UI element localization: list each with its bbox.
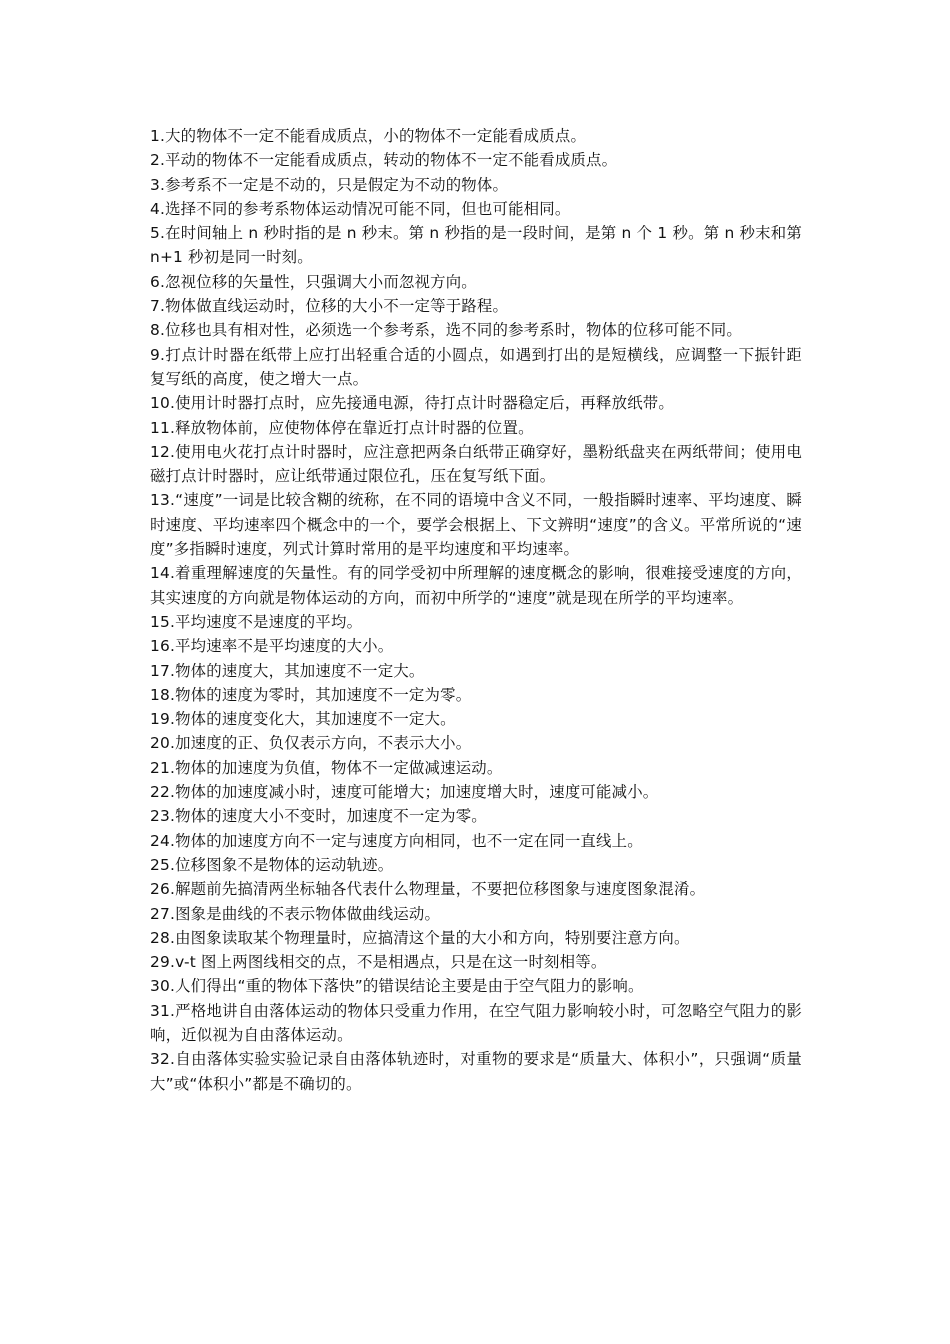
list-item: 18.物体的速度为零时，其加速度不一定为零。	[150, 685, 472, 704]
list-item: 6.忽视位移的矢量性，只强调大小而忽视方向。	[150, 272, 477, 291]
list-item: 23.物体的速度大小不变时，加速度不一定为零。	[150, 807, 487, 826]
list-item: 32.自由落体实验实验记录自由落体轨迹时，对重物的要求是“质量大、体积小”，只强调“质量大”或“体积小”都是不确切的。	[150, 1050, 802, 1093]
list-item: 15.平均速度不是速度的平均。	[150, 612, 363, 631]
list-item: 7.物体做直线运动时，位移的大小不一定等于路程。	[150, 297, 509, 316]
list-item: 11.释放物体前，应使物体停在靠近打点计时器的位置。	[150, 418, 534, 437]
list-item: 28.由图象读取某个物理量时，应搞清这个量的大小和方向，特别要注意方向。	[150, 928, 690, 947]
list-item: 3.参考系不一定是不动的，只是假定为不动的物体。	[150, 175, 509, 194]
list-item: 29.v-t 图上两图线相交的点，不是相遇点，只是在这一时刻相等。	[150, 953, 607, 972]
list-item: 10.使用计时器打点时，应先接通电源，待打点计时器稳定后，再释放纸带。	[150, 394, 674, 413]
list-item: 8.位移也具有相对性，必须选一个参考系，选不同的参考系时，物体的位移可能不同。	[150, 321, 742, 340]
list-item: 31.严格地讲自由落体运动的物体只受重力作用，在空气阻力影响较小时，可忽略空气阻力的影响，近似视为自由落体运动。	[150, 1001, 802, 1044]
list-item: 21.物体的加速度为负值，物体不一定做减速运动。	[150, 758, 503, 777]
list-item: 25.位移图象不是物体的运动轨迹。	[150, 855, 394, 874]
list-item: 5.在时间轴上 n 秒时指的是 n 秒末。第 n 秒指的是一段时间，是第 n 个 1 秒。第 n 秒末和第 n+1 秒初是同一时刻。	[150, 224, 802, 267]
list-item: 19.物体的速度变化大，其加速度不一定大。	[150, 710, 456, 729]
list-item: 2.平动的物体不一定能看成质点，转动的物体不一定不能看成质点。	[150, 151, 618, 170]
list-item: 24.物体的加速度方向不一定与速度方向相同，也不一定在同一直线上。	[150, 831, 643, 850]
list-item: 4.选择不同的参考系物体运动情况可能不同，但也可能相同。	[150, 199, 571, 218]
list-item: 26.解题前先搞清两坐标轴各代表什么物理量，不要把位移图象与速度图象混淆。	[150, 880, 706, 899]
list-item: 13.“速度”一词是比较含糊的统称，在不同的语境中含义不同，一般指瞬时速率、平均速度、瞬时速度、平均速率四个概念中的一个，要学会根据上、下文辨明“速度”的含义。平常所说的“速度”多指瞬时速度，列式计算时常用的是平均速度和平均速率。	[150, 491, 802, 559]
list-item: 16.平均速率不是平均速度的大小。	[150, 637, 394, 656]
list-item: 20.加速度的正、负仅表示方向，不表示大小。	[150, 734, 472, 753]
list-item: 30.人们得出“重的物体下落快”的错误结论主要是由于空气阻力的影响。	[150, 977, 644, 996]
list-item: 27.图象是曲线的不表示物体做曲线运动。	[150, 904, 441, 923]
list-item: 14.着重理解速度的矢量性。有的同学受初中所理解的速度概念的影响，很难接受速度的方向，其实速度的方向就是物体运动的方向，而初中所学的“速度”就是现在所学的平均速率。	[150, 564, 802, 607]
document-body	[150, 124, 802, 1096]
list-item: 12.使用电火花打点计时器时，应注意把两条白纸带正确穿好，墨粉纸盘夹在两纸带间；使用电磁打点计时器时，应让纸带通过限位孔，压在复写纸下面。	[150, 442, 802, 486]
list-item: 17.物体的速度大，其加速度不一定大。	[150, 661, 425, 680]
list-item: 1.大的物体不一定不能看成质点，小的物体不一定能看成质点。	[150, 127, 587, 145]
list-item: 9.打点计时器在纸带上应打出轻重合适的小圆点，如遇到打出的是短横线，应调整一下振针距复写纸的高度，使之增大一点。	[150, 345, 802, 388]
list-item: 22.物体的加速度减小时，速度可能增大；加速度增大时，速度可能减小。	[150, 783, 659, 802]
